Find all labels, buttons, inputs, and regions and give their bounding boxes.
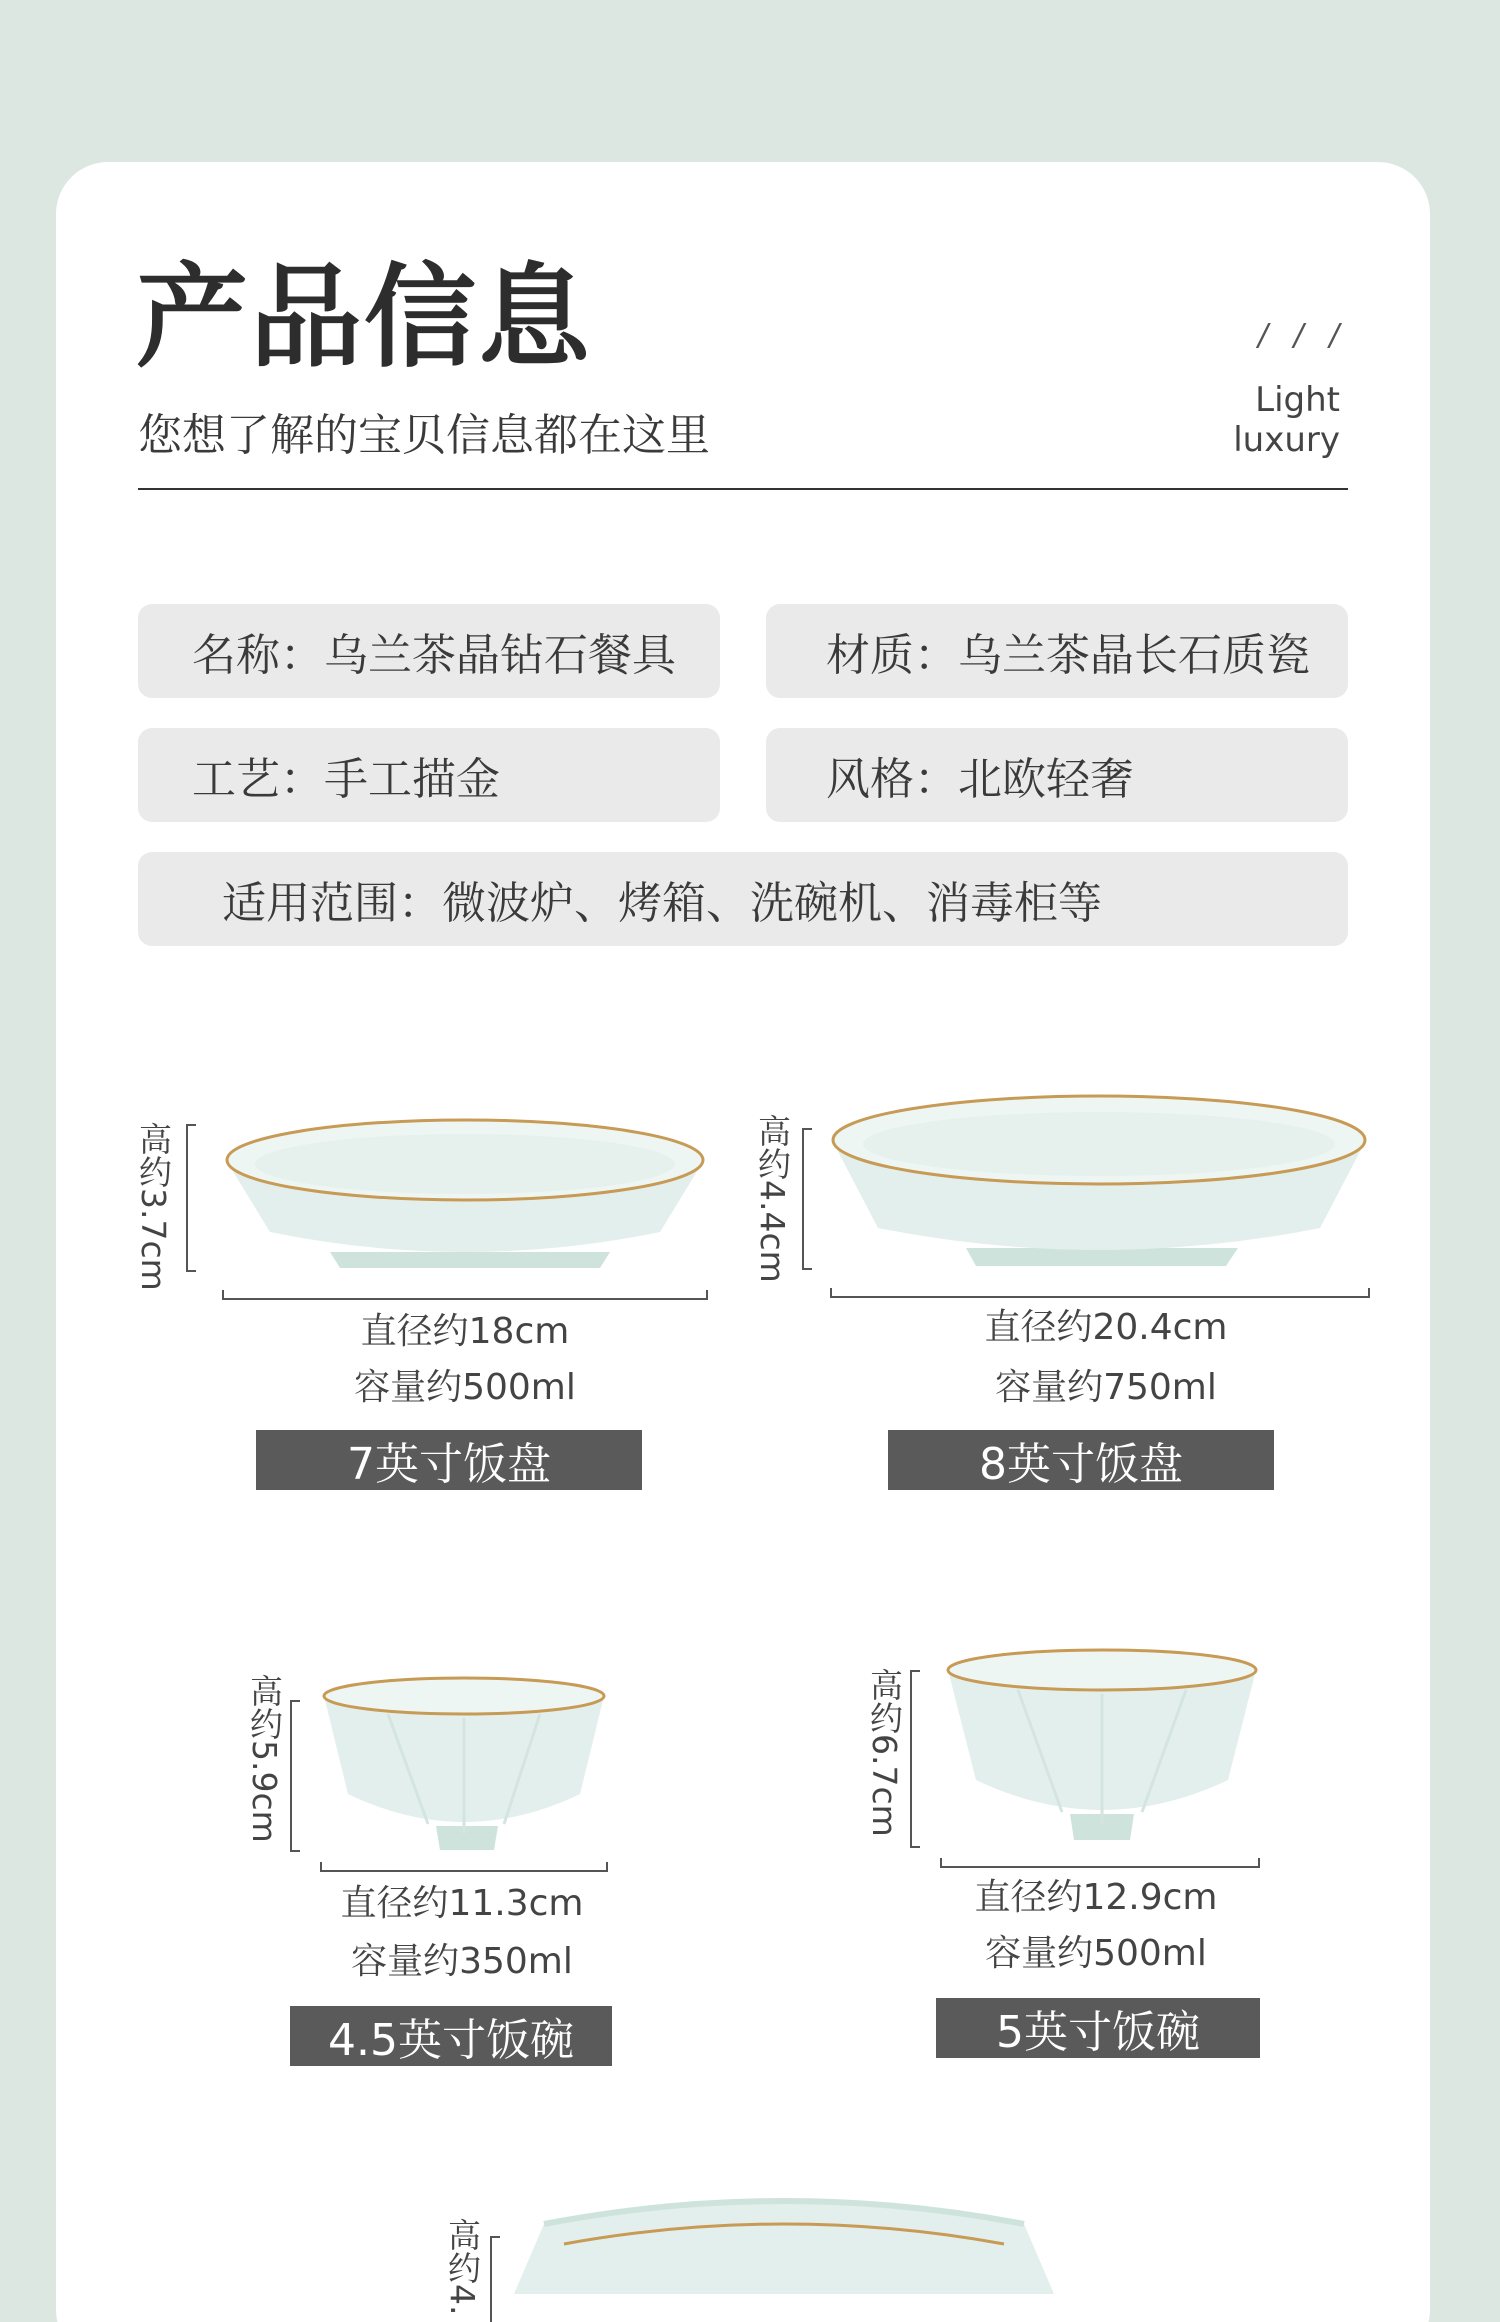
product-name-plate: 4.5英寸饭碗 bbox=[290, 2006, 612, 2066]
product-diameter: 直径约20.4cm bbox=[984, 1307, 1228, 1348]
page-title: 产品信息 bbox=[136, 253, 592, 383]
product-diameter: 直径约18cm bbox=[360, 1311, 570, 1352]
header-divider bbox=[138, 488, 1348, 490]
info-material bbox=[766, 604, 1348, 698]
bowl-4-5in-image bbox=[318, 1674, 610, 1856]
product-capacity: 容量约350ml bbox=[351, 1941, 573, 1982]
product-height-label: 高约4. bbox=[443, 2218, 482, 2316]
plate-7in-image bbox=[220, 1112, 710, 1272]
diameter-bracket bbox=[830, 1288, 1370, 1298]
tag-line-2: luxury bbox=[1233, 420, 1340, 460]
info-craft-label: 工艺 ： bbox=[192, 743, 324, 807]
height-bracket bbox=[490, 2236, 500, 2322]
info-material-value: 乌兰茶晶长石质瓷 bbox=[958, 630, 1310, 681]
product-name-plate: 8英寸饭盘 bbox=[888, 1430, 1274, 1490]
product-height-label: 高约3.7cm bbox=[134, 1122, 173, 1291]
info-style-label: 风格 ： bbox=[826, 743, 958, 807]
diameter-bracket bbox=[940, 1858, 1260, 1868]
info-name bbox=[138, 604, 720, 698]
info-usage-label: 适用范围 ： bbox=[222, 867, 442, 931]
info-name-value: 乌兰茶晶钻石餐具 bbox=[324, 630, 676, 681]
product-capacity: 容量约750ml bbox=[995, 1367, 1217, 1408]
height-bracket bbox=[802, 1128, 812, 1270]
info-style bbox=[766, 728, 1348, 822]
info-material-label: 材质 ： bbox=[826, 619, 958, 683]
product-height-label: 高约4.4cm bbox=[753, 1114, 792, 1283]
bowl-5in-image bbox=[942, 1646, 1262, 1846]
decor-slashes: / / / bbox=[1258, 318, 1348, 353]
product-diameter: 直径约12.9cm bbox=[974, 1877, 1218, 1918]
product-capacity: 容量约500ml bbox=[354, 1367, 576, 1408]
height-bracket bbox=[186, 1124, 196, 1272]
height-bracket bbox=[910, 1670, 920, 1848]
product-diameter: 直径约11.3cm bbox=[340, 1883, 584, 1924]
product-name-plate: 7英寸饭盘 bbox=[256, 1430, 642, 1490]
height-bracket bbox=[290, 1700, 300, 1852]
page-subtitle: 您想了解的宝贝信息都在这里 bbox=[138, 410, 710, 461]
info-usage bbox=[138, 852, 1348, 946]
info-craft-value: 手工描金 bbox=[324, 754, 500, 805]
info-usage-value: 微波炉、烤箱、洗碗机、消毒柜等 bbox=[442, 878, 1102, 929]
diameter-bracket bbox=[320, 1862, 608, 1872]
product-capacity: 容量约500ml bbox=[985, 1933, 1207, 1974]
info-style-value: 北欧轻奢 bbox=[958, 754, 1134, 805]
plate-8in-image bbox=[826, 1088, 1372, 1272]
info-craft bbox=[138, 728, 720, 822]
product-name-plate: 5英寸饭碗 bbox=[936, 1998, 1260, 2058]
tag-line-1: Light bbox=[1255, 380, 1340, 420]
light-luxury-tag bbox=[1233, 380, 1340, 460]
product-height-label: 高约5.9cm bbox=[245, 1674, 284, 1843]
product-height-label: 高约6.7cm bbox=[865, 1668, 904, 1837]
dish-partial-image bbox=[504, 2184, 1064, 2322]
info-name-label: 名称 ： bbox=[192, 619, 324, 683]
diameter-bracket bbox=[222, 1290, 708, 1300]
